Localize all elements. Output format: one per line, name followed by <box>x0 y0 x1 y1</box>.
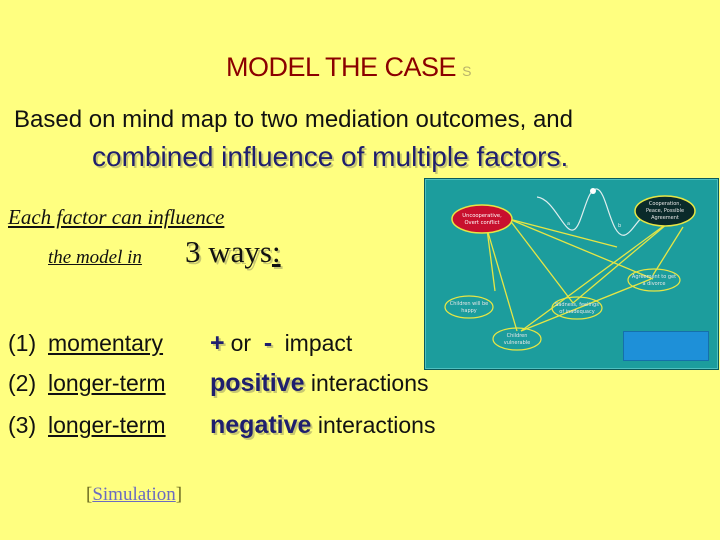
node-uncooperative <box>452 205 512 233</box>
bracket-close: ] <box>175 484 183 505</box>
node-children-unhappy-line-2: happy <box>461 308 477 314</box>
negative-word: negative <box>210 411 312 439</box>
curve-label-b: b <box>618 223 622 229</box>
ways-count-text: 3 ways <box>185 234 272 269</box>
node-cooperation-line-1: Cooperation, <box>648 201 682 207</box>
bracket-open: [ <box>86 484 93 505</box>
slide-title <box>226 52 471 83</box>
curve-label-a: a <box>567 221 571 227</box>
way-row-negative <box>8 411 435 440</box>
node-cooperation-line-2: Peace, Possible <box>645 208 685 214</box>
interactions-text: interactions <box>317 412 436 438</box>
curve-point <box>590 188 596 194</box>
factor-note-line-1: Each factor can influence <box>8 205 225 229</box>
simulation-link-wrapper <box>86 484 182 506</box>
simulation-link[interactable]: Simulation <box>92 484 176 505</box>
way-label: longer-term <box>48 370 166 396</box>
node-agreement-divorce-line-2: a divorce <box>642 281 666 287</box>
way-number: (2) <box>8 370 37 396</box>
interactions-text: interactions <box>310 370 429 396</box>
node-children-vulnerable-line-2: vulnerable <box>503 340 531 346</box>
positive-word: positive <box>210 369 305 397</box>
node-agreement-divorce-line-1: Agreement to get <box>631 274 677 280</box>
intro-line-2: combined influence of multiple factors. <box>92 141 569 172</box>
node-children-unhappy-line-1: Children will be <box>449 301 489 307</box>
node-sadness-line-2: of inadequacy <box>559 309 595 315</box>
node-children-vulnerable <box>493 328 541 350</box>
plus-sign: + <box>210 329 225 357</box>
node-sadness-line-1: Sadness, feelings <box>555 302 599 308</box>
way-label: longer-term <box>48 412 166 438</box>
intro-line-1: Based on mind map to two mediation outcomes, and <box>14 106 573 133</box>
way-number: (3) <box>8 412 37 438</box>
node-children-vulnerable-line-1: Children <box>506 333 528 339</box>
action-button[interactable] <box>623 331 709 361</box>
node-cooperation-line-3: Agreement <box>651 215 679 221</box>
way-row-positive <box>8 369 429 398</box>
or-text: or <box>230 330 252 356</box>
way-label: momentary <box>48 330 164 356</box>
title-suffix: S <box>462 63 471 79</box>
title-text: MODEL THE CASE <box>226 52 457 82</box>
minus-sign: - <box>263 329 273 357</box>
factor-note-line-2: the model in <box>48 247 142 268</box>
node-uncooperative-line-1: Uncooperative, <box>462 213 502 219</box>
way-row-momentary <box>8 329 352 358</box>
node-uncooperative-line-2: Overt conflict <box>464 220 500 226</box>
node-children-unhappy <box>445 296 493 318</box>
impact-text: impact <box>284 330 353 356</box>
way-number: (1) <box>8 330 37 356</box>
ways-colon: : <box>271 234 281 269</box>
ways-count <box>185 234 281 270</box>
